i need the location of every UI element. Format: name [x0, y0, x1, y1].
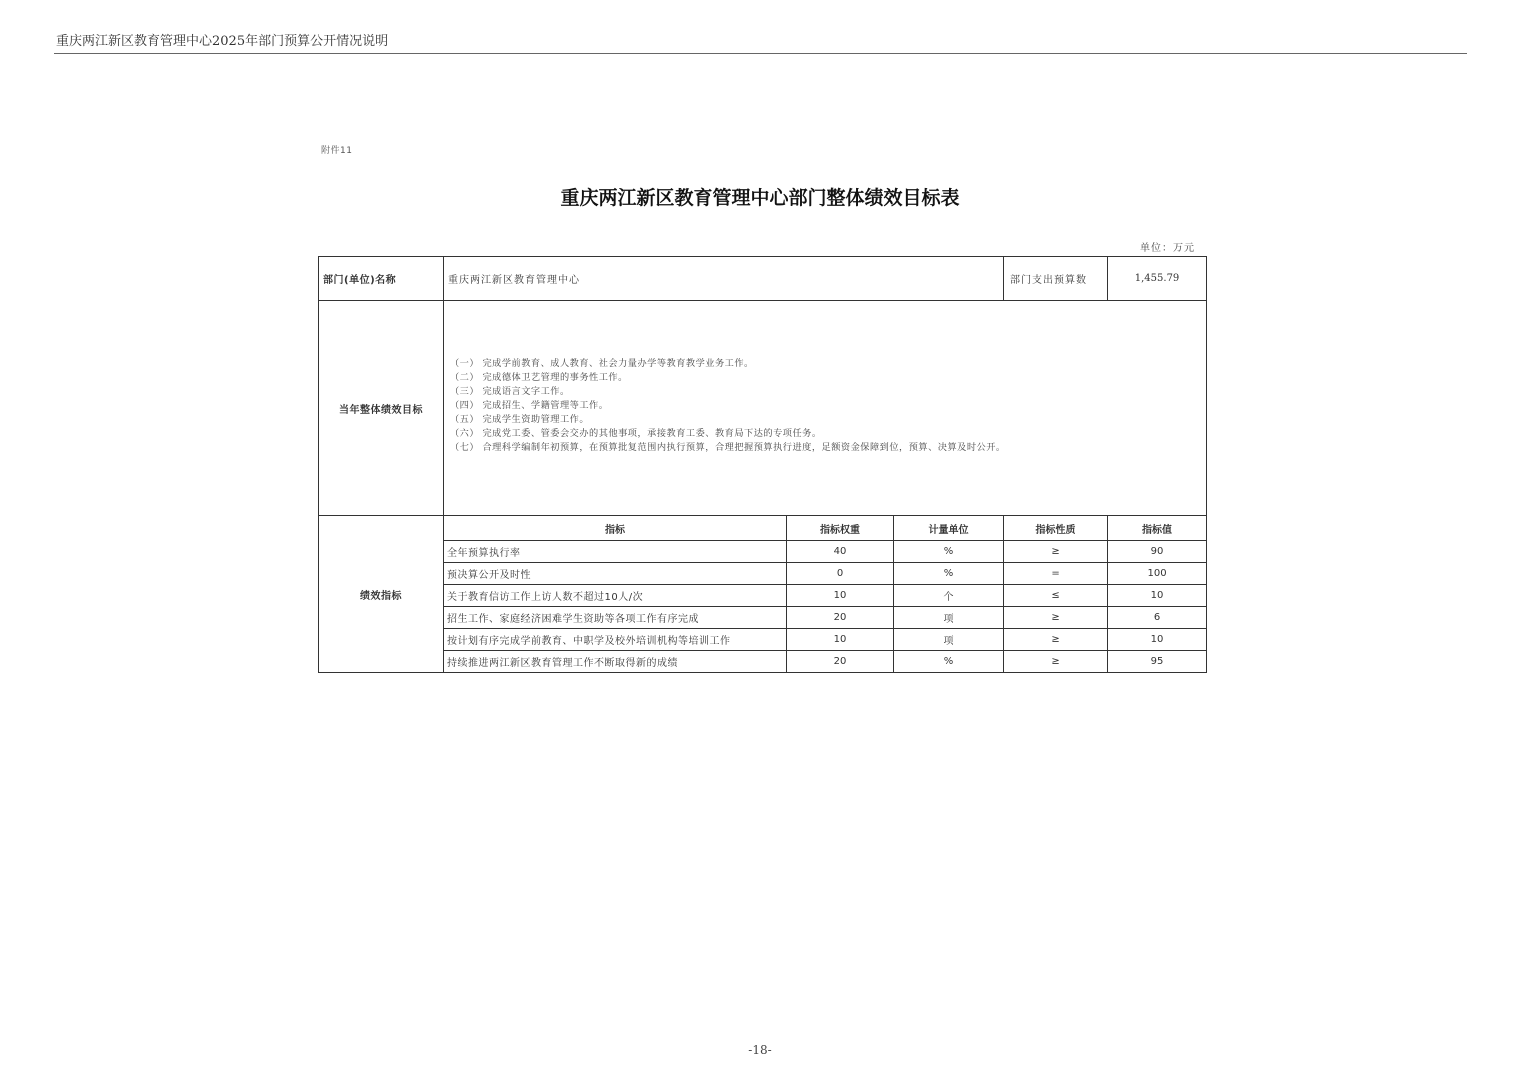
- unit-label: 单位：万元: [1140, 243, 1195, 254]
- indicator-value: 100: [1108, 563, 1207, 585]
- value-col-header: 指标值: [1108, 516, 1207, 541]
- indicator-value: 10: [1108, 585, 1207, 607]
- indicator-name: 招生工作、家庭经济困难学生资助等各项工作有序完成: [444, 607, 787, 629]
- attachment-label: 附件11: [321, 146, 353, 156]
- indicator-name: 按计划有序完成学前教育、中职学及校外培训机构等培训工作: [444, 629, 787, 651]
- goals-label: 当年整体绩效目标: [319, 301, 444, 516]
- indicator-nature: ≥: [1004, 607, 1108, 629]
- goals-row: [319, 301, 1207, 516]
- indicator-unit: %: [894, 541, 1004, 563]
- dept-row: [319, 257, 1207, 301]
- page-number: -18-: [748, 1043, 772, 1057]
- indicator-weight: 20: [787, 651, 894, 673]
- indicator-nature: ≥: [1004, 541, 1108, 563]
- table-row: [319, 541, 1207, 563]
- table-row: [319, 629, 1207, 651]
- indicator-name: 持续推进两江新区教育管理工作不断取得新的成绩: [444, 651, 787, 673]
- indicator-unit: 项: [894, 629, 1004, 651]
- indicator-nature: ≤: [1004, 585, 1108, 607]
- goal-line: （六） 完成党工委、管委会交办的其他事项，承接教育工委、教育局下达的专项任务。: [450, 428, 822, 439]
- goal-line: （五） 完成学生资助管理工作。: [450, 414, 590, 425]
- indicator-unit: 项: [894, 607, 1004, 629]
- dept-name-value: 重庆两江新区教育管理中心: [444, 257, 1004, 301]
- dept-name-label: 部门(单位)名称: [319, 257, 444, 301]
- table-row: [319, 585, 1207, 607]
- indicator-value: 95: [1108, 651, 1207, 673]
- indicator-value: 10: [1108, 629, 1207, 651]
- goals-content: [444, 301, 1207, 516]
- indicator-name: 关于教育信访工作上访人数不超过10人/次: [444, 585, 787, 607]
- goal-line: （三） 完成语言文字工作。: [450, 386, 570, 397]
- indicator-nature: =: [1004, 563, 1108, 585]
- goal-line: （四） 完成招生、学籍管理等工作。: [450, 400, 609, 411]
- table-row: [319, 651, 1207, 673]
- indicator-nature: ≥: [1004, 651, 1108, 673]
- indicator-weight: 0: [787, 563, 894, 585]
- indicator-name: 预决算公开及时性: [444, 563, 787, 585]
- indicator-weight: 40: [787, 541, 894, 563]
- indicator-weight: 20: [787, 607, 894, 629]
- budget-value: 1,455.79: [1108, 257, 1207, 301]
- weight-col-header: 指标权重: [787, 516, 894, 541]
- indicator-unit: %: [894, 563, 1004, 585]
- table-row: [319, 607, 1207, 629]
- indicator-weight: 10: [787, 629, 894, 651]
- indicator-unit: %: [894, 651, 1004, 673]
- goal-line: （一） 完成学前教育、成人教育、社会力量办学等教育教学业务工作。: [450, 358, 754, 369]
- page-header-title: 重庆两江新区教育管理中心2025年部门预算公开情况说明: [56, 34, 389, 49]
- header-divider: [54, 53, 1467, 54]
- indicator-header-row: [319, 516, 1207, 541]
- indicator-nature: ≥: [1004, 629, 1108, 651]
- goal-line: （七） 合理科学编制年初预算，在预算批复范围内执行预算，合理把握预算执行进度，足额资金保障到位，预算、决算及时公开。: [450, 442, 1006, 453]
- table-title: 重庆两江新区教育管理中心部门整体绩效目标表: [560, 187, 960, 209]
- indicator-col-header: 指标: [444, 516, 787, 541]
- goal-line: （二） 完成德体卫艺管理的事务性工作。: [450, 372, 628, 383]
- performance-target-table: [318, 256, 1207, 673]
- indicator-name: 全年预算执行率: [444, 541, 787, 563]
- indicators-label: 绩效指标: [319, 516, 444, 673]
- indicator-value: 90: [1108, 541, 1207, 563]
- indicator-unit: 个: [894, 585, 1004, 607]
- table-row: [319, 563, 1207, 585]
- budget-label: 部门支出预算数: [1004, 257, 1108, 301]
- indicator-value: 6: [1108, 607, 1207, 629]
- nature-col-header: 指标性质: [1004, 516, 1108, 541]
- unit-col-header: 计量单位: [894, 516, 1004, 541]
- indicator-weight: 10: [787, 585, 894, 607]
